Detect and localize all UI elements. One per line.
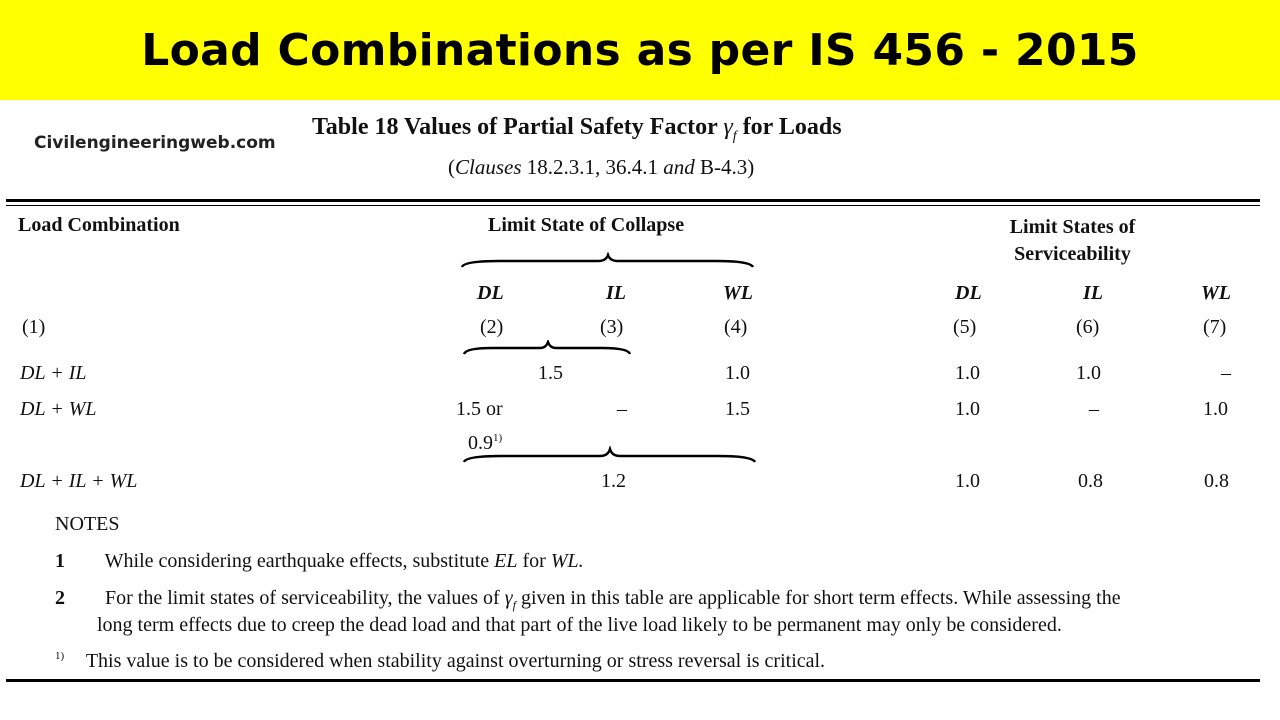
row-combo: DL + WL (20, 398, 97, 420)
footnote (55, 650, 825, 673)
service-dl-value: 1.0 (955, 470, 980, 492)
table-title-suffix: for Loads (742, 114, 842, 140)
service-wl-value: 0.8 (1204, 470, 1229, 492)
table-title (312, 114, 842, 145)
row-combo: DL + IL (20, 362, 87, 384)
page-title: Load Combinations as per IS 456 - 2015 (141, 24, 1139, 76)
note-2-text-a: For the limit states of serviceability, the values of (105, 587, 500, 609)
subheader-service-wl: WL (1201, 282, 1231, 304)
col-number-1: (1) (22, 316, 46, 338)
note-2-text-b: given in this table are applicable for short term effects. While assessing the (520, 587, 1121, 609)
header-collapse: Limit State of Collapse (488, 214, 685, 236)
collapse-brace (460, 252, 755, 272)
header-load-combination: Load Combination (18, 214, 180, 236)
table-bottom-rule (6, 679, 1260, 682)
col-number-2: (2) (480, 316, 504, 338)
note-2 (55, 587, 1121, 613)
service-wl-value: 1.0 (1203, 398, 1228, 420)
dl-il-wl-brace (462, 446, 757, 466)
subheader-collapse-wl: WL (723, 282, 753, 304)
table-clauses: (Clauses 18.2.3.1, 36.4.1 and B-4.3) (448, 155, 755, 179)
table-row (0, 470, 1280, 500)
service-il-value: 0.8 (1078, 470, 1103, 492)
subheader-service-il: IL (1083, 282, 1103, 304)
service-dl-value: 1.0 (955, 398, 980, 420)
subheader-collapse-il: IL (606, 282, 626, 304)
gamma-symbol (723, 114, 737, 144)
footnote-mark: 1) (55, 650, 65, 662)
col-number-3: (3) (600, 316, 624, 338)
collapse-wl-value: 1.0 (725, 362, 750, 384)
col-number-6: (6) (1076, 316, 1100, 338)
header-serviceability-line2: Serviceability (1014, 243, 1131, 265)
note-1-text: While considering earthquake effects, substitute (104, 550, 490, 572)
service-wl-value: – (1221, 362, 1231, 384)
subheader-collapse-dl: DL (477, 282, 504, 304)
note-1-wl: WL. (550, 550, 584, 572)
service-il-value: – (1089, 398, 1099, 420)
note-2-gamma-sub: f (512, 598, 516, 612)
col-number-7: (7) (1203, 316, 1227, 338)
dl-il-brace (462, 340, 632, 358)
clauses-word: Clauses (455, 155, 522, 179)
gamma-subscript: f (732, 128, 737, 144)
clauses-and: and (663, 155, 695, 179)
gamma-letter: γ (723, 114, 733, 140)
notes-heading: NOTES (55, 513, 120, 535)
table-row (0, 362, 1280, 392)
collapse-all-value: 1.2 (601, 470, 626, 492)
table-top-rule-thin (6, 205, 1260, 206)
title-banner (0, 0, 1280, 100)
note-2-gamma (504, 587, 516, 612)
header-serviceability-line1: Limit States of (1009, 216, 1136, 238)
clauses-list-2: B-4.3 (700, 155, 748, 179)
collapse-dl-value: 1.5 or (456, 398, 503, 420)
note-1 (55, 550, 584, 573)
footnote-marker: 1) (493, 432, 503, 444)
note-2-continuation: long term effects due to creep the dead load and that part of the live load likely to be permanent may only be considered. (97, 614, 1062, 636)
service-dl-value: 1.0 (955, 362, 980, 384)
clauses-list-1: 18.2.3.1, 36.4.1 (526, 155, 659, 179)
collapse-il-value: – (617, 398, 627, 420)
subheader-service-dl: DL (955, 282, 982, 304)
collapse-dl-il-value: 1.5 (538, 362, 563, 384)
note-1-for: for (522, 550, 546, 572)
service-il-value: 1.0 (1076, 362, 1101, 384)
collapse-wl-value: 1.5 (725, 398, 750, 420)
row-combo: DL + IL + WL (20, 470, 138, 492)
footnote-text: This value is to be considered when stability against overturning or stress reversal is critical. (85, 650, 826, 672)
website-watermark: Civilengineeringweb.com (34, 133, 276, 153)
col-number-4: (4) (724, 316, 748, 338)
table-title-text: Table 18 Values of Partial Safety Factor (312, 114, 718, 140)
table-top-rule (6, 199, 1260, 202)
note-1-number: 1 (55, 550, 65, 572)
col-number-5: (5) (953, 316, 977, 338)
note-2-gamma-letter: γ (504, 587, 513, 609)
collapse-dl-alt-value: 0.9 (468, 432, 493, 454)
note-2-number: 2 (55, 587, 65, 609)
note-1-el: EL (494, 550, 518, 572)
header-serviceability (980, 214, 1165, 268)
